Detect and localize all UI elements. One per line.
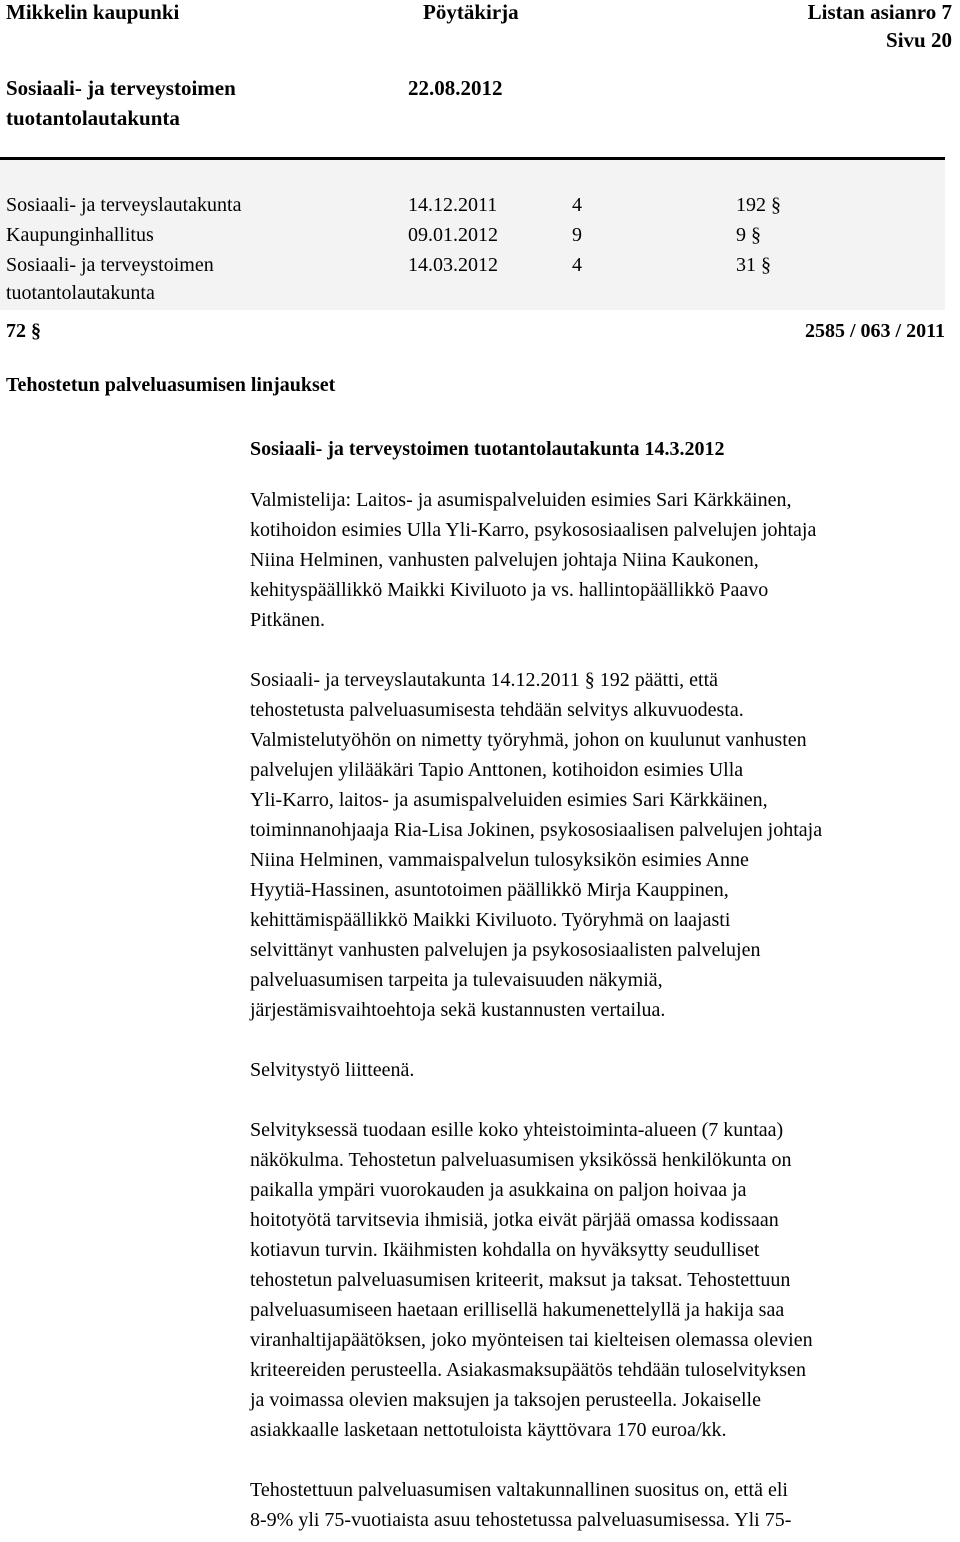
body-line: kriteereiden perusteella. Asiakasmaksupäätös tehdään tuloselvityksen (250, 1359, 806, 1381)
case-section-number: 72 § (6, 320, 41, 342)
body-line: Selvityksessä tuodaan esille koko yhteistoiminta-alueen (7 kuntaa) (250, 1119, 784, 1141)
history-section: 9 § (736, 224, 761, 246)
body-line: kotihoidon esimies Ulla Yli-Karro, psykososiaalisen palvelujen johtaja (250, 519, 817, 541)
history-body-line2: tuotantolautakunta (6, 282, 155, 304)
body-line: kotiavun turvin. Ikäihmisten kohdalla on hyväksytty seudulliset (250, 1239, 760, 1261)
body-line: kehittämispäällikkö Maikki Kiviluoto. Työryhmä on laajasti (250, 909, 731, 931)
board-name-line2: tuotantolautakunta (6, 106, 180, 130)
body-line: tehostetun palveluasumisen kriteerit, maksut ja taksat. Tehostettuun (250, 1269, 791, 1291)
page-number: Sivu 20 (886, 28, 952, 52)
history-section: 31 § (736, 254, 771, 276)
meeting-heading: Sosiaali- ja terveystoimen tuotantolautakunta 14.3.2012 (250, 438, 725, 460)
history-item: 4 (572, 194, 582, 216)
body-line: palvelujen ylilääkäri Tapio Anttonen, kotihoidon esimies Ulla (250, 759, 744, 781)
body-line: Valmistelutyöhön on nimetty työryhmä, johon on kuulunut vanhusten (250, 729, 807, 751)
history-section: 192 § (736, 194, 781, 216)
history-date: 09.01.2012 (408, 224, 498, 246)
body-line: Selvitystyö liitteenä. (250, 1059, 415, 1081)
body-line: palveluasumisen tarpeita ja tulevaisuuden näkymiä, (250, 969, 663, 991)
body-line: palveluasumiseen haetaan erillisellä hakumenettelyllä ja hakija saa (250, 1299, 785, 1321)
history-date: 14.12.2011 (408, 194, 498, 216)
body-line: 8-9% yli 75-vuotiaista asuu tehostetussa palveluasumisessa. Yli 75- (250, 1509, 792, 1531)
history-body: Sosiaali- ja terveyslautakunta (6, 194, 242, 216)
body-line: asiakkaalle lasketaan nettotuloista käyttövara 170 euroa/kk. (250, 1419, 727, 1441)
body-line: Yli-Karro, laitos- ja asumispalveluiden esimies Sari Kärkkäinen, (250, 789, 768, 811)
body-line: kehityspäällikkö Maikki Kiviluoto ja vs. hallintopäällikkö Paavo (250, 579, 769, 601)
body-line: Niina Helminen, vanhusten palvelujen johtaja Niina Kaukonen, (250, 549, 759, 571)
body-line: tehostetusta palveluasumisesta tehdään selvitys alkuvuodesta. (250, 699, 744, 721)
case-title: Tehostetun palveluasumisen linjaukset (6, 374, 336, 396)
body-line: järjestämisvaihtoehtoja sekä kustannusten vertailua. (250, 999, 666, 1021)
body-line: paikalla ympäri vuorokauden ja asukkaina on paljon hoivaa ja (250, 1179, 747, 1201)
board-name-line1: Sosiaali- ja terveystoimen (6, 76, 236, 100)
body-line: Hyytiä-Hassinen, asuntotoimen päällikkö Mirja Kauppinen, (250, 879, 729, 901)
history-date: 14.03.2012 (408, 254, 498, 276)
body-line: toiminnanohjaaja Ria-Lisa Jokinen, psykososiaalisen palvelujen johtaja (250, 819, 823, 841)
document-type: Pöytäkirja (423, 0, 519, 24)
history-item: 4 (572, 254, 582, 276)
history-body: Kaupunginhallitus (6, 224, 154, 246)
body-line: hoitotyötä tarvitsevia ihmisiä, jotka eivät pärjää omassa kodissaan (250, 1209, 779, 1231)
body-line: Tehostettuun palveluasumisen valtakunnallinen suositus on, että eli (250, 1479, 788, 1501)
body-line: Sosiaali- ja terveyslautakunta 14.12.2011 § 192 päätti, että (250, 669, 719, 691)
body-line: ja voimassa olevien maksujen ja taksojen perusteella. Jokaiselle (250, 1389, 761, 1411)
city-name: Mikkelin kaupunki (6, 0, 180, 24)
diary-number: 2585 / 063 / 2011 (804, 320, 945, 342)
body-line: selvittänyt vanhusten palvelujen ja psykososiaalisten palvelujen (250, 939, 761, 961)
body-line: Pitkänen. (250, 609, 325, 631)
body-line: Niina Helminen, vammaispalvelun tulosyksikön esimies Anne (250, 849, 749, 871)
body-line: Valmistelija: Laitos- ja asumispalveluiden esimies Sari Kärkkäinen, (250, 489, 792, 511)
body-line: näkökulma. Tehostetun palveluasumisen yksikössä henkilökunta on (250, 1149, 792, 1171)
history-body: Sosiaali- ja terveystoimen (6, 254, 214, 276)
body-line: viranhaltijapäätöksen, joko myönteisen tai kielteisen olemassa olevien (250, 1329, 813, 1351)
meeting-date: 22.08.2012 (408, 76, 503, 100)
item-number: Listan asianro 7 (807, 0, 952, 24)
history-item: 9 (572, 224, 582, 246)
